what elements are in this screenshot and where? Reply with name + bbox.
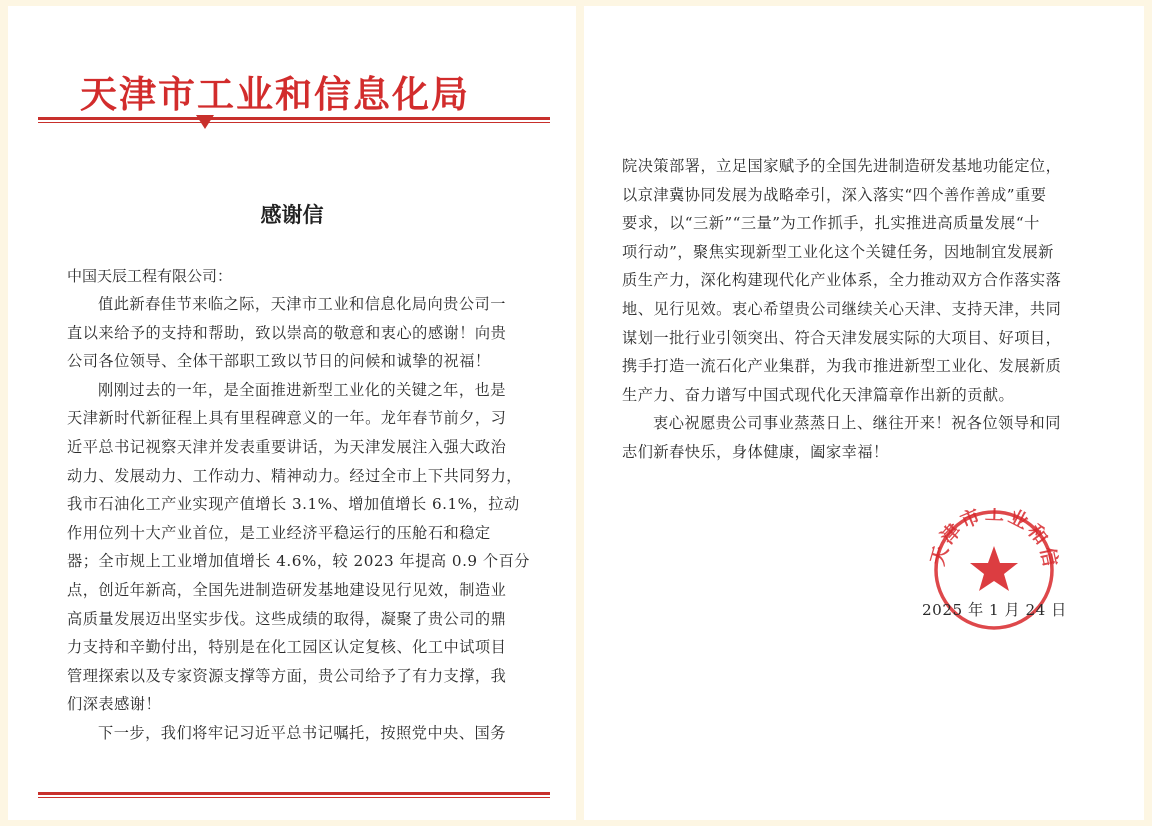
letter-body-left [67,290,543,748]
body-line: 谋划一批行业引领突出、符合天津发展实际的大项目、好项目， [622,328,1062,347]
body-line: 高质量发展迈出坚实步伐。这些成绩的取得，凝聚了贵公司的鼎 [67,609,507,628]
body-line: 要求，以“三新”“三量”为工作抓手，扎实推进高质量发展“十 [622,214,1040,233]
body-line: 刚刚过去的一年，是全面推进新型工业化的关键之年，也是 [98,380,506,399]
body-line: 点，创近年新高，全国先进制造研发基地建设见行见效，制造业 [67,580,507,599]
body-line: 作用位列十大产业首位，是工业经济平稳运行的压舱石和稳定 [67,523,491,542]
body-line: 近平总书记视察天津并发表重要讲话，为天津发展注入强大政治 [67,437,507,456]
letterhead-title: 天津市工业和信息化局 [80,73,470,116]
body-line: 地、见行见效。衷心希望贵公司继续关心天津、支持天津，共同 [622,299,1062,318]
body-line: 衷心祝愿贵公司事业蒸蒸日上、继往开来！祝各位领导和同 [653,414,1061,433]
body-line: 院决策部署，立足国家赋予的全国先进制造研发基地功能定位， [622,157,1062,175]
body-line: 直以来给予的支持和帮助，致以崇高的敬意和衷心的感谢！向贵 [67,323,507,342]
letter-title: 感谢信 [260,203,324,227]
letter-date: 2025 年 1 月 24 日 [922,601,1067,619]
letter-body-right [622,152,1134,467]
body-line: 志们新春快乐，身体健康，阖家幸福！ [622,442,889,461]
body-line: 动力、发展动力、工作动力、精神动力。经过全市上下共同努力， [67,466,522,485]
body-line: 携手打造一流石化产业集群，为我市推进新型工业化、发展新质 [622,357,1062,376]
body-line: 力支持和辛勤付出，特别是在化工园区认定复核、化工中试项目 [67,638,507,657]
body-line: 我市石油化工产业实现产值增长 3.1%、增加值增长 6.1%，拉动 [67,495,520,514]
body-line: 们深表感谢！ [67,695,162,714]
seal-star-icon [970,546,1018,591]
body-line: 管理探索以及专家资源支撑等方面，贵公司给予了有力支撑，我 [67,666,507,685]
letterhead-red-rule [38,117,550,123]
body-line: 器；全市规上工业增加值增长 4.6%，较 2023 年提高 0.9 个百分 [67,552,530,571]
body-line: 值此新春佳节来临之际，天津市工业和信息化局向贵公司一 [98,295,506,313]
body-line: 项行动”，聚焦实现新型工业化这个关键任务，因地制宜发展新 [622,242,1054,261]
body-line: 公司各位领导、全体干部职工致以节日的问候和诚挚的祝福！ [67,352,491,371]
letter-page-left [8,6,576,820]
footer-red-rule [38,792,550,798]
red-triangle-marker [196,115,214,129]
body-line: 天津新时代新征程上具有里程碑意义的一年。龙年春节前夕，习 [67,409,507,428]
salutation: 中国天辰工程有限公司： [67,267,233,285]
seal-text: 天津市工业和信 [926,508,1062,572]
letter-page-right [584,6,1144,820]
body-line: 以京津冀协同发展为战略牵引，深入落实“四个善作善成”重要 [622,185,1047,204]
body-line: 下一步，我们将牢记习近平总书记嘱托，按照党中央、国务 [98,723,506,742]
body-line: 质生产力，深化构建现代化产业体系，全力推动双方合作落实落 [622,271,1062,290]
body-line: 生产力、奋力谱写中国式现代化天津篇章作出新的贡献。 [622,385,1015,404]
